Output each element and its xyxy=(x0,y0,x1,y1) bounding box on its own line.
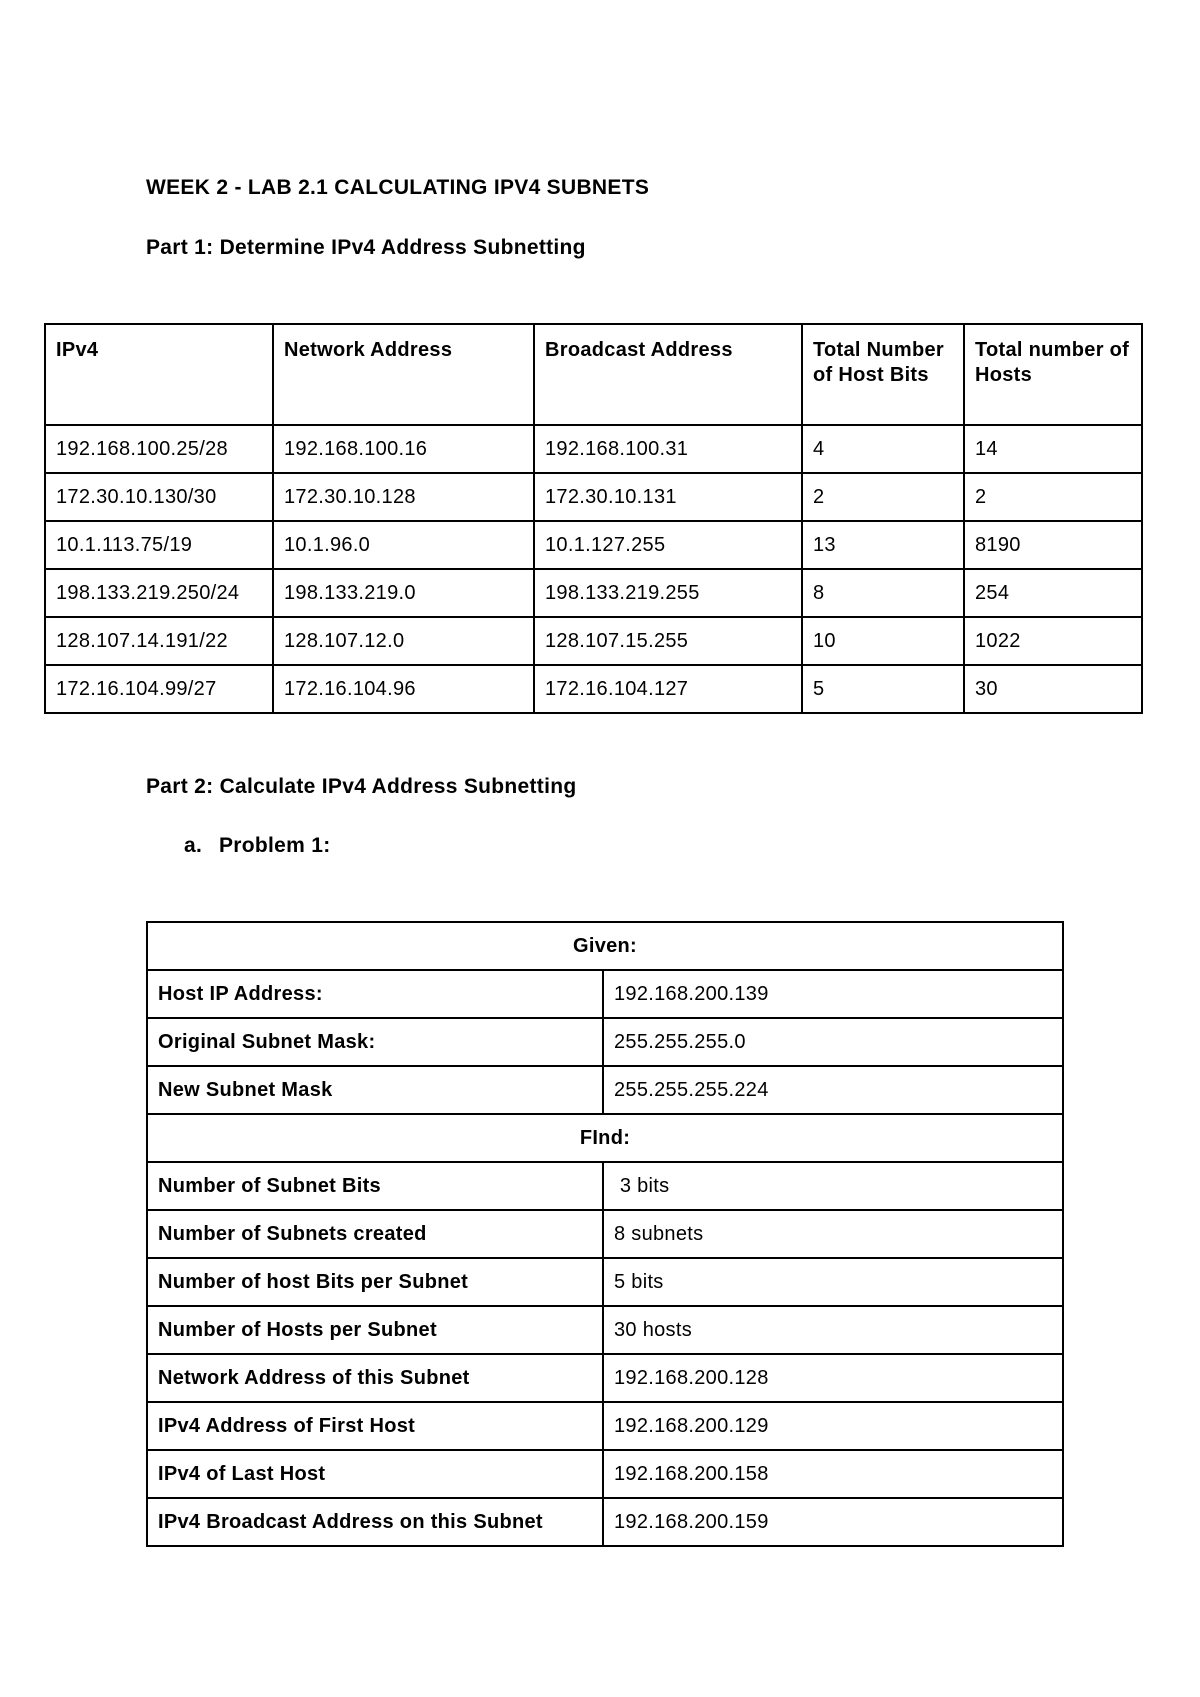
table-row xyxy=(45,569,1142,617)
row-value: 192.168.200.158 xyxy=(603,1450,1063,1498)
cell-total-hosts: 254 xyxy=(964,569,1142,617)
row-label: New Subnet Mask xyxy=(147,1066,603,1114)
row-label: Number of Subnet Bits xyxy=(147,1162,603,1210)
row-value: 30 hosts xyxy=(603,1306,1063,1354)
table-row xyxy=(45,521,1142,569)
cell-host-bits: 10 xyxy=(802,617,964,665)
row-value: 3 bits xyxy=(603,1162,1063,1210)
col-header-broadcast-address: Broadcast Address xyxy=(534,324,802,425)
col-header-network-address: Network Address xyxy=(273,324,534,425)
row-value: 5 bits xyxy=(603,1258,1063,1306)
cell-broadcast-address: 198.133.219.255 xyxy=(534,569,802,617)
row-value: 255.255.255.0 xyxy=(603,1018,1063,1066)
cell-host-bits: 2 xyxy=(802,473,964,521)
cell-total-hosts: 1022 xyxy=(964,617,1142,665)
cell-host-bits: 5 xyxy=(802,665,964,713)
cell-total-hosts: 8190 xyxy=(964,521,1142,569)
cell-ipv4: 192.168.100.25/28 xyxy=(45,425,273,473)
row-label: Number of host Bits per Subnet xyxy=(147,1258,603,1306)
cell-network-address: 10.1.96.0 xyxy=(273,521,534,569)
row-label: Network Address of this Subnet xyxy=(147,1354,603,1402)
cell-host-bits: 4 xyxy=(802,425,964,473)
row-value: 192.168.200.129 xyxy=(603,1402,1063,1450)
cell-total-hosts: 14 xyxy=(964,425,1142,473)
table-row xyxy=(147,1402,1063,1450)
table-row xyxy=(45,425,1142,473)
list-marker: a. xyxy=(184,834,203,857)
subnet-table xyxy=(44,323,1143,714)
row-label: IPv4 Address of First Host xyxy=(147,1402,603,1450)
row-value: 255.255.255.224 xyxy=(603,1066,1063,1114)
table-row xyxy=(147,1162,1063,1210)
cell-network-address: 192.168.100.16 xyxy=(273,425,534,473)
row-value: 8 subnets xyxy=(603,1210,1063,1258)
row-label: Original Subnet Mask: xyxy=(147,1018,603,1066)
cell-ipv4: 172.16.104.99/27 xyxy=(45,665,273,713)
find-header: FInd: xyxy=(147,1114,1063,1162)
row-label: Number of Hosts per Subnet xyxy=(147,1306,603,1354)
cell-ipv4: 128.107.14.191/22 xyxy=(45,617,273,665)
table-row xyxy=(147,1354,1063,1402)
table-row xyxy=(147,1498,1063,1546)
col-header-total-hosts: Total number of Hosts xyxy=(964,324,1142,425)
row-label: IPv4 Broadcast Address on this Subnet xyxy=(147,1498,603,1546)
cell-ipv4: 172.30.10.130/30 xyxy=(45,473,273,521)
table-row xyxy=(45,617,1142,665)
cell-network-address: 128.107.12.0 xyxy=(273,617,534,665)
row-value: 192.168.200.128 xyxy=(603,1354,1063,1402)
cell-total-hosts: 2 xyxy=(964,473,1142,521)
cell-network-address: 172.16.104.96 xyxy=(273,665,534,713)
table-row xyxy=(147,1018,1063,1066)
cell-broadcast-address: 192.168.100.31 xyxy=(534,425,802,473)
table-row xyxy=(147,1066,1063,1114)
table-row xyxy=(45,665,1142,713)
row-label: IPv4 of Last Host xyxy=(147,1450,603,1498)
col-header-ipv4: IPv4 xyxy=(45,324,273,425)
cell-network-address: 172.30.10.128 xyxy=(273,473,534,521)
cell-total-hosts: 30 xyxy=(964,665,1142,713)
section-row xyxy=(147,922,1063,970)
cell-broadcast-address: 128.107.15.255 xyxy=(534,617,802,665)
problem-label xyxy=(184,834,331,858)
row-value: 192.168.200.159 xyxy=(603,1498,1063,1546)
table-row xyxy=(147,1258,1063,1306)
cell-host-bits: 13 xyxy=(802,521,964,569)
cell-broadcast-address: 172.16.104.127 xyxy=(534,665,802,713)
subnet-table-header-row xyxy=(45,324,1142,425)
col-header-host-bits: Total Number of Host Bits xyxy=(802,324,964,425)
row-label: Host IP Address: xyxy=(147,970,603,1018)
table-row xyxy=(147,970,1063,1018)
table-row xyxy=(147,1306,1063,1354)
part2-heading: Part 2: Calculate IPv4 Address Subnetting xyxy=(146,775,577,798)
row-value: 192.168.200.139 xyxy=(603,970,1063,1018)
table-row xyxy=(147,1210,1063,1258)
problem-table xyxy=(146,921,1064,1547)
cell-ipv4: 10.1.113.75/19 xyxy=(45,521,273,569)
part1-heading: Part 1: Determine IPv4 Address Subnetting xyxy=(146,236,586,259)
section-row xyxy=(147,1114,1063,1162)
row-label: Number of Subnets created xyxy=(147,1210,603,1258)
cell-broadcast-address: 10.1.127.255 xyxy=(534,521,802,569)
table-row xyxy=(147,1450,1063,1498)
table-row xyxy=(45,473,1142,521)
cell-network-address: 198.133.219.0 xyxy=(273,569,534,617)
problem-label-text: Problem 1: xyxy=(219,834,331,857)
cell-host-bits: 8 xyxy=(802,569,964,617)
cell-ipv4: 198.133.219.250/24 xyxy=(45,569,273,617)
document-title: WEEK 2 - LAB 2.1 CALCULATING IPV4 SUBNETS xyxy=(146,176,650,199)
cell-broadcast-address: 172.30.10.131 xyxy=(534,473,802,521)
given-header: Given: xyxy=(147,922,1063,970)
